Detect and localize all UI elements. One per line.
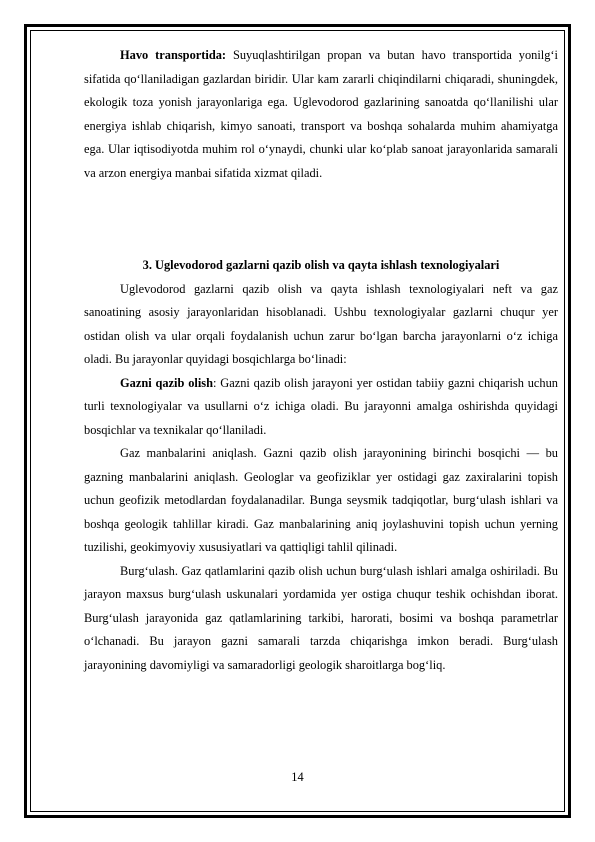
- paragraph-text-gas-extraction: : Gazni qazib olish jarayoni yer ostidan tabiiy gazni chiqarish uchun turli texnologiyalar va usullarni o‘z ichiga oladi. Bu jarayonni amalga oshirishda quyidagi bosqichlar va texnikalar qo‘llaniladi.: [84, 375, 558, 437]
- paragraph-text-air-transport: Suyuqlashtirilgan propan va butan havo transportida yonilg‘i sifatida qo‘llaniladigan gazlardan biridir. Ular kam zararli chiqindilarni chiqaradi, shuningdek, ekologik toza yonish jarayonlariga ega. Uglevodorod gazlarining sanoatda qo‘llanilishi ular energiya ishlab chiqarish, kimyo sanoati, transport va boshqa sohalarda muhim ahamiyatga ega. Ular iqtisodiyotda muhim rol o‘ynaydi, chunki ular ko‘plab sanoat jarayonlarida samarali va arzon energiya manbai sifatida xizmat qiladi.: [84, 48, 558, 180]
- document-body: [84, 44, 558, 677]
- paragraph-lead-air-transport: Havo transportida:: [120, 48, 227, 62]
- paragraph-air-transport: [84, 44, 558, 185]
- page-number: 14: [291, 770, 304, 784]
- paragraph-gas-extraction: [84, 372, 558, 443]
- paragraph-source-identification: Gaz manbalarini aniqlash. Gazni qazib olish jarayonining birinchi bosqichi — bu gazning manbalarini aniqlash. Geologlar va geofiziklar yer ostidagi gaz zaxiralarini topish uchun geofizik metodlardan foydalanadilar. Bunga seysmik tadqiqotlar, burg‘ulash ishlari va boshqa geologik tahlillar kiradi. Gaz manbalarining aniq joylashuvini topish uchun yerning tuzilishi, geokimyoviy xususiyatlari va qattiqligi tahlil qilinadi.: [84, 446, 558, 554]
- section-heading: 3. Uglevodorod gazlarni qazib olish va qayta ishlash texnologiyalari: [142, 258, 500, 272]
- paragraph-intro: Uglevodorod gazlarni qazib olish va qayta ishlash texnologiyalari neft va gaz sanoatining asosiy jarayonlaridan hisoblanadi. Ushbu texnologiyalar gazlarni chuqur yer ostidan olish va ular orqali foydalanish uchun zarur bo‘lgan barcha jarayonlarni o‘z ichiga oladi. Bu jarayonlar quyidagi bosqichlarga bo‘linadi:: [84, 281, 558, 366]
- paragraph-drilling: Burg‘ulash. Gaz qatlamlarini qazib olish uchun burg‘ulash ishlari amalga oshiriladi. Bu jarayon maxsus burg‘ulash uskunalari yordamida yer ostiga chuqur teshik ochishdan iborat. Burg‘ulash jarayonida gaz qatlamlarining tarkibi, harorati, bosimi va boshqa parametrlar o‘lchanadi. Bu jarayon gazni samarali tarzda chiqarishga imkon beradi. Burg‘ulash jarayonining davomiyligi va samaradorligi geologik sharoitlarga bog‘liq.: [84, 563, 558, 672]
- section-spacer: [84, 185, 558, 254]
- paragraph-lead-gas-extraction: Gazni qazib olish: [120, 375, 213, 390]
